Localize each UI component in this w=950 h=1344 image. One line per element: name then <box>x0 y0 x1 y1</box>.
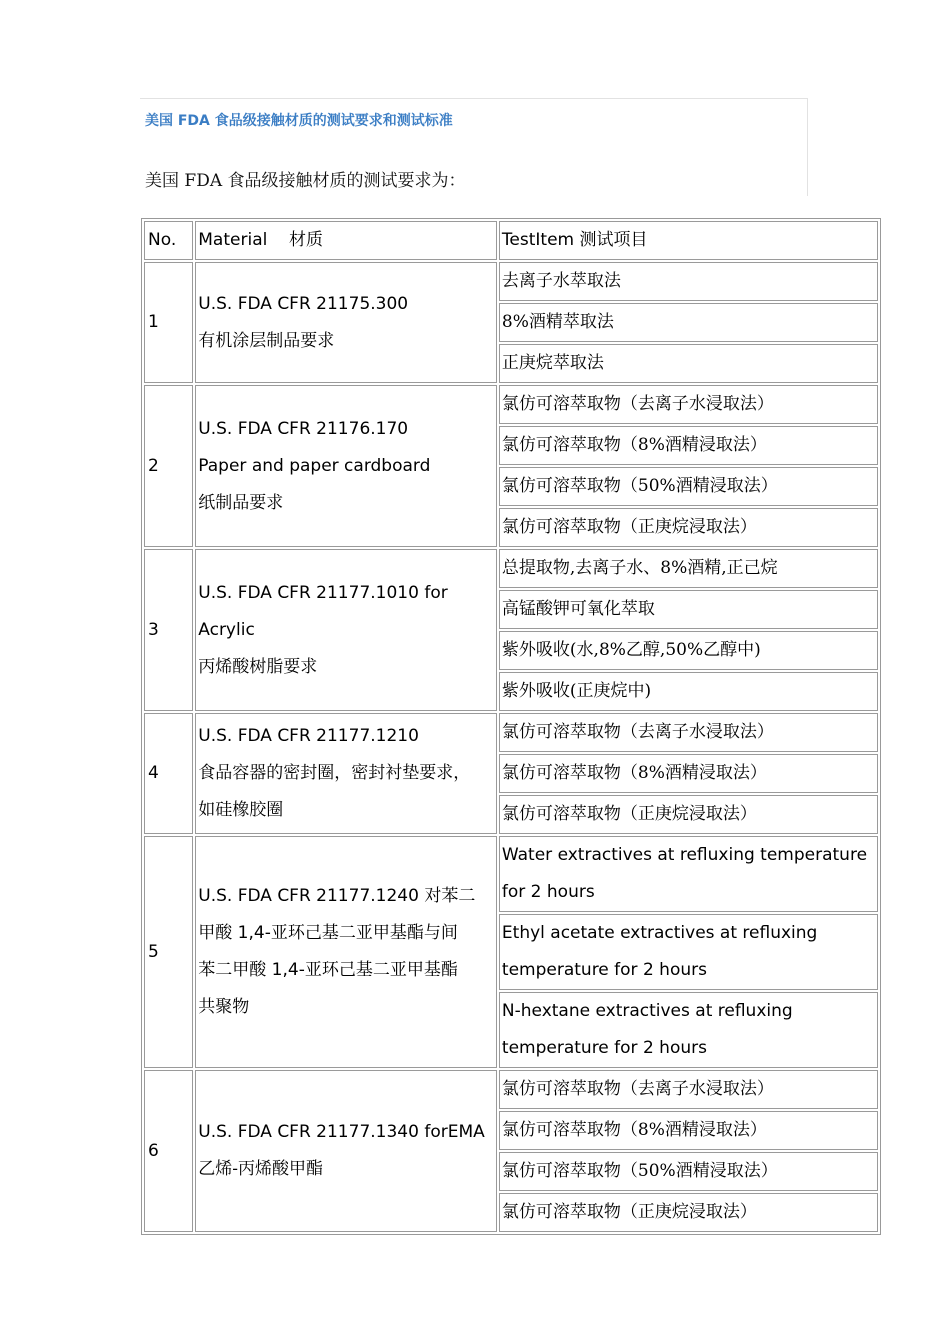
document-title: 美国 FDA 食品级接触材质的测试要求和测试标准 <box>145 113 453 129</box>
test-item: 紫外吸收(水,8%乙醇,50%乙醇中) <box>499 631 878 670</box>
row-number: 4 <box>144 713 193 834</box>
material-line: U.S. FDA CFR 21175.300 <box>198 293 409 314</box>
header-material-en: Material <box>198 230 268 250</box>
test-item: N-hextane extractives at refluxing temperature for 2 hours <box>499 992 878 1068</box>
row-number: 2 <box>144 385 193 547</box>
test-item: Ethyl acetate extractives at refluxing temperature for 2 hours <box>499 914 878 990</box>
test-item: 氯仿可溶萃取物（去离子水浸取法） <box>499 385 878 424</box>
material-line: U.S. FDA CFR 21177.1010 for <box>198 582 448 603</box>
material-cell <box>195 385 497 547</box>
table-row <box>144 549 878 588</box>
material-line: 共聚物 <box>198 997 250 1017</box>
material-line: 如硅橡胶圈 <box>198 800 284 820</box>
table-row <box>144 836 878 912</box>
material-line: 乙烯-丙烯酸甲酯 <box>198 1159 324 1179</box>
table-row <box>144 1070 878 1109</box>
test-item: 去离子水萃取法 <box>499 262 878 301</box>
material-line: U.S. FDA CFR 21177.1340 forEMA <box>198 1122 485 1142</box>
material-line: 纸制品要求 <box>198 492 284 513</box>
material-line: Acrylic <box>198 619 255 640</box>
document-subtitle: 美国 FDA 食品级接触材质的测试要求为： <box>145 171 466 191</box>
material-line: U.S. FDA CFR 21177.1240 对苯二 <box>198 886 476 906</box>
material-line: 有机涂层制品要求 <box>198 330 335 351</box>
header-no: No. <box>144 221 193 260</box>
test-item: 氯仿可溶萃取物（正庚烷浸取法） <box>499 508 878 547</box>
test-item: 正庚烷萃取法 <box>499 344 878 383</box>
material-line: Paper and paper cardboard <box>198 455 431 476</box>
table-row <box>144 713 878 752</box>
test-item: 氯仿可溶萃取物（去离子水浸取法） <box>499 713 878 752</box>
test-item: 氯仿可溶萃取物（50%酒精浸取法） <box>499 1152 878 1191</box>
row-number: 1 <box>144 262 193 383</box>
table-row <box>144 385 878 424</box>
test-item: 总提取物,去离子水、8%酒精,正己烷 <box>499 549 878 588</box>
test-item: 氯仿可溶萃取物（50%酒精浸取法） <box>499 467 878 506</box>
header-test-en: TestItem <box>501 230 575 250</box>
header-material <box>195 221 497 260</box>
fda-test-table <box>141 218 881 1235</box>
row-number: 3 <box>144 549 193 711</box>
test-item: 氯仿可溶萃取物（8%酒精浸取法） <box>499 754 878 793</box>
material-cell <box>195 713 497 834</box>
row-number: 5 <box>144 836 193 1068</box>
test-item: 氯仿可溶萃取物（正庚烷浸取法） <box>499 1193 878 1232</box>
material-line: 甲酸 1,4-亚环己基二亚甲基酯与间 <box>198 923 458 943</box>
test-item: 8%酒精萃取法 <box>499 303 878 342</box>
material-cell <box>195 1070 497 1232</box>
test-item: 氯仿可溶萃取物（8%酒精浸取法） <box>499 426 878 465</box>
material-cell <box>195 262 497 383</box>
material-line: 苯二甲酸 1,4-亚环己基二亚甲基酯 <box>198 960 458 980</box>
material-line: U.S. FDA CFR 21176.170 <box>198 418 409 439</box>
material-cell <box>195 549 497 711</box>
test-item: 氯仿可溶萃取物（8%酒精浸取法） <box>499 1111 878 1150</box>
test-item: 氯仿可溶萃取物（正庚烷浸取法） <box>499 795 878 834</box>
header-test-cn: 测试项目 <box>579 230 648 250</box>
material-line: 丙烯酸树脂要求 <box>198 656 318 677</box>
material-line: U.S. FDA CFR 21177.1210 <box>198 726 419 746</box>
table-header-row <box>144 221 878 260</box>
test-item: 紫外吸收(正庚烷中) <box>499 672 878 711</box>
material-line: 食品容器的密封圈，密封衬垫要求， <box>198 763 471 783</box>
material-cell <box>195 836 497 1068</box>
test-item: 高锰酸钾可氧化萃取 <box>499 590 878 629</box>
header-test <box>499 221 878 260</box>
row-number: 6 <box>144 1070 193 1232</box>
test-item: 氯仿可溶萃取物（去离子水浸取法） <box>499 1070 878 1109</box>
header-material-cn: 材质 <box>288 230 323 250</box>
test-item: Water extractives at refluxing temperature for 2 hours <box>499 836 878 912</box>
table-row <box>144 262 878 301</box>
